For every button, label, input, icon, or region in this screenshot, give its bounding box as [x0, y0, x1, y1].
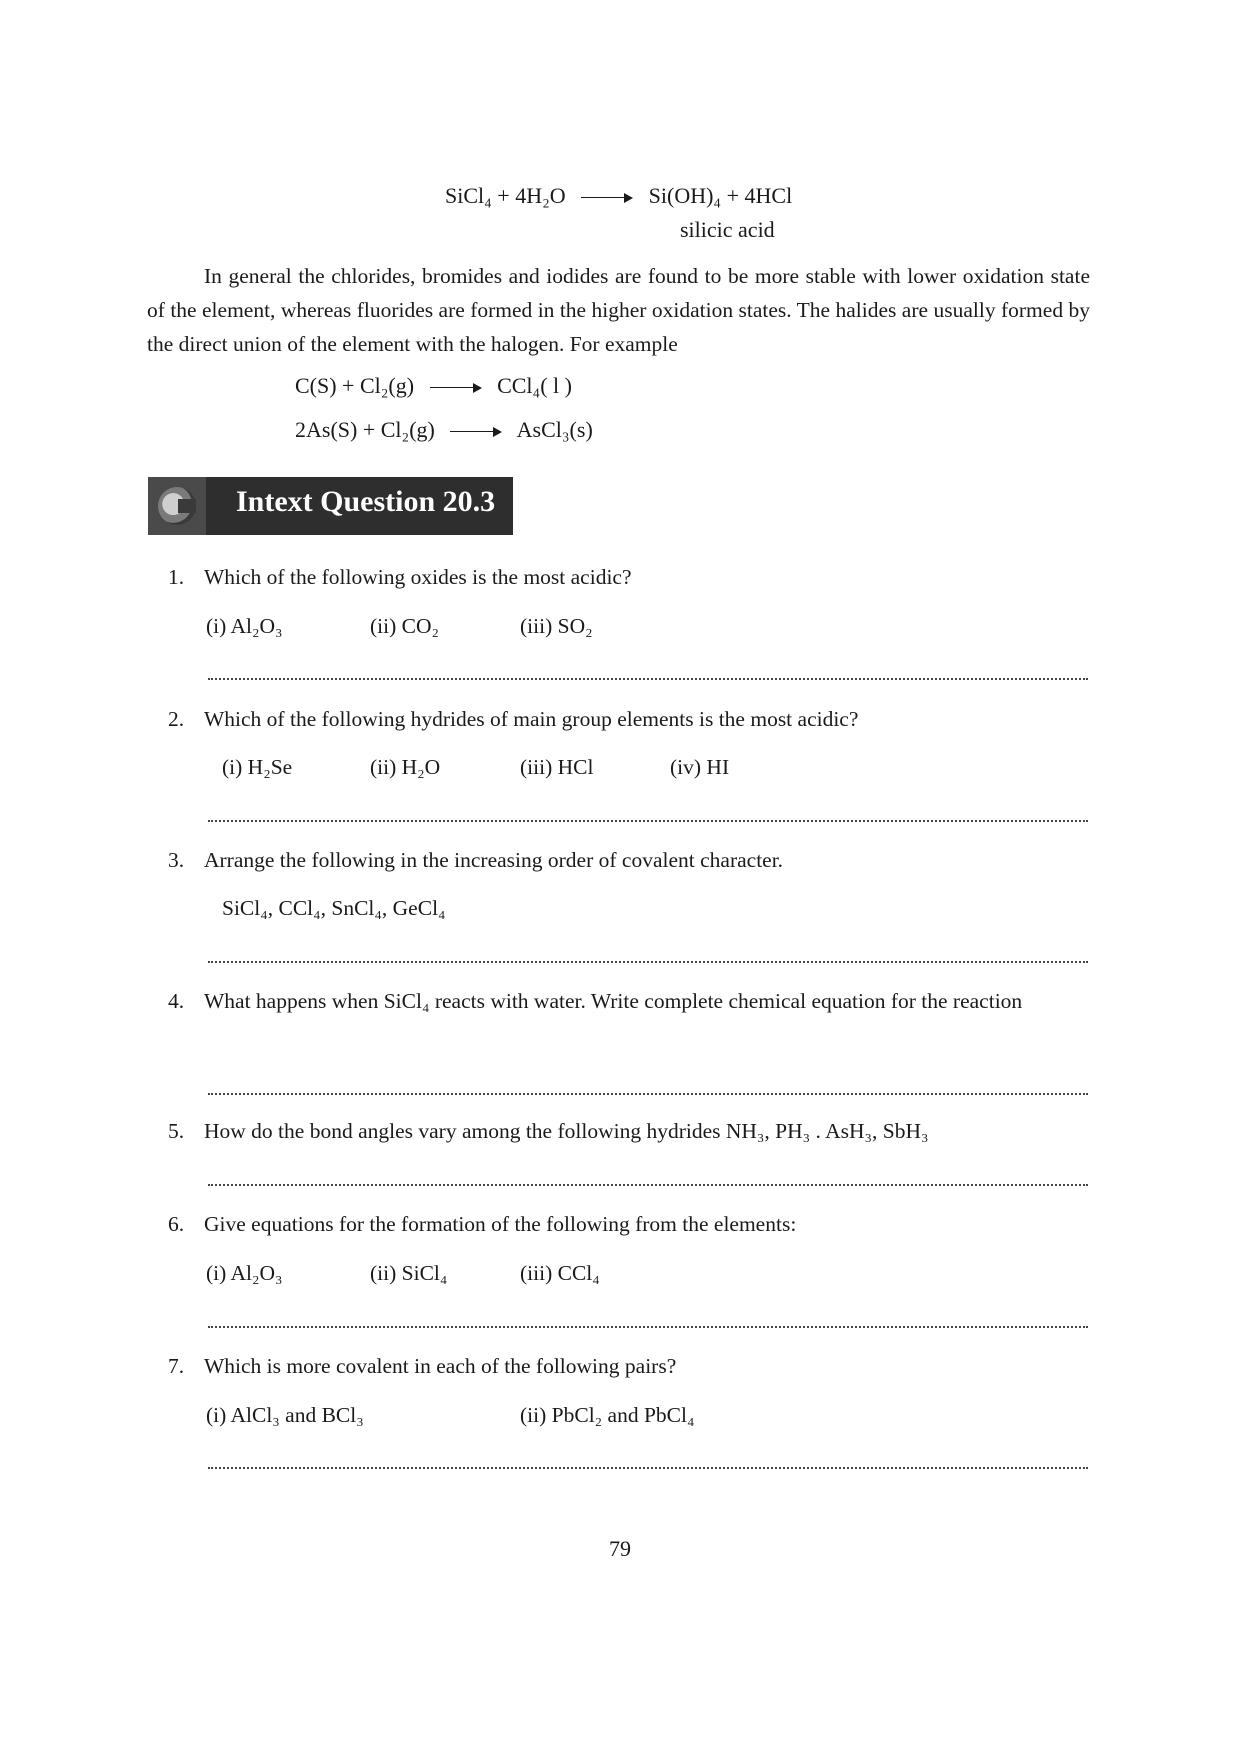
- example-equation-1: [295, 373, 572, 399]
- option: (ii) PbCl₂ and PbCl₄: [520, 1403, 695, 1427]
- option: (iii) CCl₄: [520, 1261, 600, 1285]
- question-number: 6.: [168, 1212, 185, 1236]
- answer-line: [208, 1467, 1088, 1469]
- equation-sicl4-hydrolysis: [445, 183, 792, 209]
- question-4: [168, 989, 1022, 1014]
- question-2: [168, 707, 858, 732]
- disc-icon: [148, 477, 206, 535]
- question-text: Give equations for the formation of the following from the elements:: [204, 1212, 797, 1236]
- equation-right: CCl₄( l ): [497, 373, 572, 398]
- option: (iii) SO₂: [520, 614, 593, 638]
- answer-line: [208, 678, 1088, 680]
- answer-line: [208, 1093, 1088, 1095]
- arrow-icon: [450, 427, 502, 437]
- question-number: 1.: [168, 565, 185, 589]
- answer-line: [208, 1326, 1088, 1328]
- option: (i) AlCl₃ and BCl₃: [206, 1403, 364, 1427]
- question-text: Which of the following hydrides of main group elements is the most acidic?: [204, 707, 859, 731]
- question-3: [168, 848, 783, 873]
- equation-right: AsCl₃(s): [516, 417, 593, 442]
- equation-product-label: silicic acid: [680, 217, 775, 242]
- section-banner: [148, 477, 513, 535]
- option: (iv) HI: [670, 755, 730, 779]
- option: (i) H₂Se: [222, 755, 293, 779]
- section-title: Intext Question 20.3: [236, 485, 496, 518]
- equation-right: Si(OH)₄ + 4HCl: [648, 183, 793, 208]
- question-text: Which of the following oxides is the most acidic?: [204, 565, 632, 589]
- arrow-icon: [430, 383, 482, 393]
- question-text: What happens when SiCl₄ reacts with water. Write complete chemical equation for the reaction: [204, 989, 1023, 1013]
- answer-line: [208, 820, 1088, 822]
- option: (ii) SiCl₄: [370, 1261, 448, 1285]
- answer-line: [208, 1184, 1088, 1186]
- example-equation-2: [295, 417, 593, 443]
- arrow-icon: [581, 193, 633, 203]
- question-7: [168, 1354, 676, 1379]
- equation-left: C(S) + Cl₂(g): [295, 373, 415, 398]
- option: (ii) CO₂: [370, 614, 440, 638]
- option: (ii) H₂O: [370, 755, 441, 779]
- question-number: 2.: [168, 707, 185, 731]
- page-number: 79: [609, 1536, 631, 1561]
- question-5: [168, 1119, 929, 1144]
- equation-left: 2As(S) + Cl₂(g): [295, 417, 435, 442]
- question-text: How do the bond angles vary among the following hydrides NH₃, PH₃ . AsH₃, SbH₃: [204, 1119, 929, 1143]
- option: (i) Al₂O₃: [206, 1261, 283, 1285]
- option: (i) Al₂O₃: [206, 614, 283, 638]
- option: (iii) HCl: [520, 755, 594, 779]
- question-text: Which is more covalent in each of the following pairs?: [204, 1354, 677, 1378]
- body-paragraph: In general the chlorides, bromides and iodides are found to be more stable with lower oxidation state of the element, whereas fluorides are formed in the higher oxidation states. The halides are usually formed by the direct union of the element with the halogen. For example: [147, 264, 1090, 356]
- question-text: Arrange the following in the increasing order of covalent character.: [204, 848, 784, 872]
- question-number: 3.: [168, 848, 185, 872]
- answer-line: [208, 961, 1088, 963]
- question-number: 4.: [168, 989, 185, 1013]
- question-6: [168, 1212, 796, 1237]
- question-1: [168, 565, 632, 590]
- equation-left: SiCl₄ + 4H₂O: [445, 183, 566, 208]
- question-number: 5.: [168, 1119, 185, 1143]
- option: SiCl₄, CCl₄, SnCl₄, GeCl₄: [222, 896, 446, 920]
- question-number: 7.: [168, 1354, 185, 1378]
